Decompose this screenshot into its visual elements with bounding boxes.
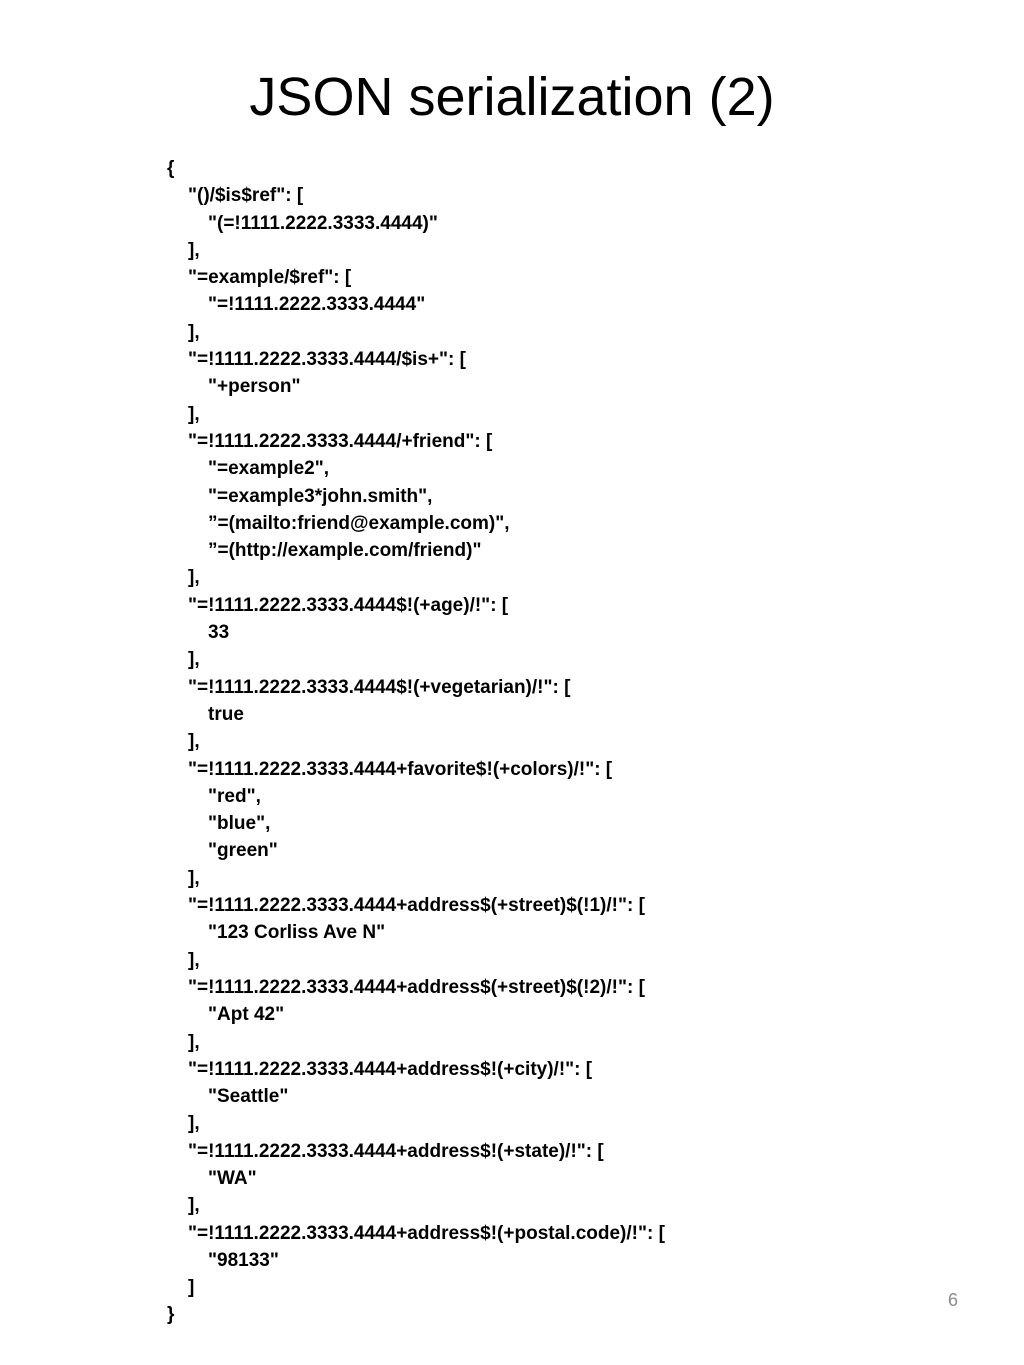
code-line: ], xyxy=(188,949,200,971)
code-line: ], xyxy=(188,649,200,671)
code-line: } xyxy=(167,1304,175,1326)
code-line: true xyxy=(208,703,244,725)
code-line: ], xyxy=(188,403,200,425)
code-line: ”=(mailto:friend@example.com)", xyxy=(208,512,510,534)
code-line: "Apt 42" xyxy=(208,1004,285,1026)
code-line: "=!1111.2222.3333.4444/$is+": [ xyxy=(188,349,466,371)
code-line: "WA" xyxy=(208,1167,257,1189)
code-line: "green" xyxy=(208,840,278,862)
code-line: "=example3*john.smith", xyxy=(208,485,433,507)
page-number: 6 xyxy=(947,1290,958,1310)
code-line: "=!1111.2222.3333.4444/+friend": [ xyxy=(188,430,493,452)
code-line: ], xyxy=(188,731,200,753)
code-line: "=!1111.2222.3333.4444$!(+age)/!": [ xyxy=(188,594,509,616)
code-line: "=example2", xyxy=(208,458,330,480)
code-line: "=!1111.2222.3333.4444+address$(+street)$(!2)/!": [ xyxy=(188,976,645,998)
code-line: ], xyxy=(188,867,200,889)
code-line: "=example/$ref": [ xyxy=(188,267,352,289)
json-code-block xyxy=(167,155,665,1329)
code-line: "98133" xyxy=(208,1249,279,1271)
code-line: "123 Corliss Ave N" xyxy=(208,922,386,944)
code-line: "=!1111.2222.3333.4444+address$!(+postal.code)/!": [ xyxy=(188,1222,665,1244)
code-line: ], xyxy=(188,1031,200,1053)
code-line: ], xyxy=(188,321,200,343)
code-line: ] xyxy=(188,1277,195,1299)
code-line: ], xyxy=(188,1113,200,1135)
code-line: "+person" xyxy=(208,376,301,398)
code-line: ], xyxy=(188,1195,200,1217)
code-line: ], xyxy=(188,239,200,261)
code-line: { xyxy=(167,158,175,179)
code-line: 33 xyxy=(208,622,230,644)
code-line: ], xyxy=(188,567,200,589)
code-line: "red", xyxy=(208,785,261,807)
code-line: "=!1111.2222.3333.4444" xyxy=(208,294,426,316)
code-line: "blue", xyxy=(208,813,271,835)
code-line: "=!1111.2222.3333.4444+address$!(+city)/!": [ xyxy=(188,1058,593,1080)
slide-title: JSON serialization (2) xyxy=(249,67,775,127)
code-line: "Seattle" xyxy=(208,1086,289,1108)
code-line: "=!1111.2222.3333.4444$!(+vegetarian)/!": [ xyxy=(188,676,571,698)
code-line: ”=(http://example.com/friend)" xyxy=(208,540,482,562)
code-line: "()/$is$ref": [ xyxy=(188,185,304,207)
code-line: "=!1111.2222.3333.4444+address$(+street)$(!1)/!": [ xyxy=(188,895,645,917)
code-line: "=!1111.2222.3333.4444+address$!(+state)/!": [ xyxy=(188,1140,604,1162)
code-line: "=!1111.2222.3333.4444+favorite$!(+colors)/!": [ xyxy=(188,758,613,780)
code-line: "(=!1111.2222.3333.4444)" xyxy=(208,212,438,234)
